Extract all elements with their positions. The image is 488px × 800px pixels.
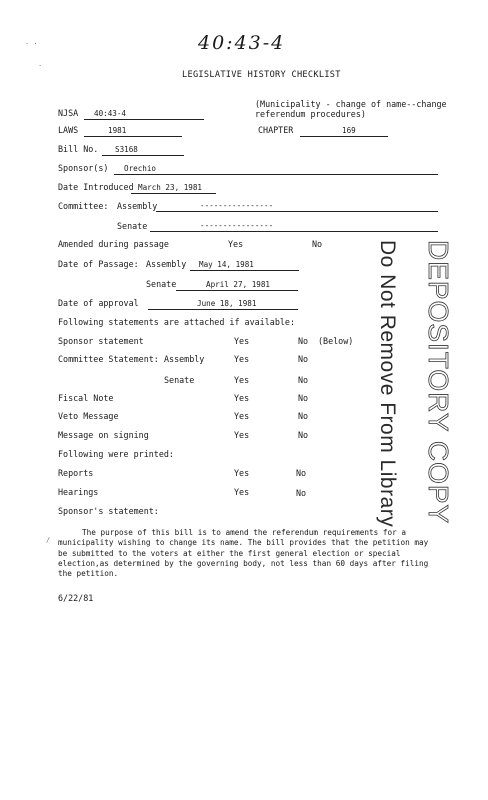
sponsor-label: Sponsor(s) — [58, 163, 109, 173]
sponsor-value: Orechio — [124, 164, 157, 173]
approval-label: Date of approval — [58, 298, 139, 308]
amended-yes: Yes — [228, 239, 244, 249]
laws-label: LAWS — [58, 125, 79, 135]
hearings-yes: Yes — [234, 487, 250, 497]
bill-number-value: S3168 — [115, 145, 138, 154]
laws-value: 1981 — [108, 126, 127, 135]
reports-label: Reports — [58, 468, 94, 478]
fiscal-note-label: Fiscal Note — [58, 393, 114, 403]
committee-label: Committee: — [58, 201, 109, 211]
committee-senate-label: Senate — [117, 221, 148, 231]
committee-statement-label: Committee Statement: — [58, 354, 159, 364]
message-on-signing-label: Message on signing — [58, 430, 149, 440]
fiscal-note-no: No — [298, 393, 309, 403]
veto-message-no: No — [298, 411, 309, 421]
sponsor-statement-label: Sponsor statement — [58, 336, 144, 346]
hearings-label: Hearings — [58, 487, 99, 497]
message-on-signing-yes: Yes — [234, 430, 250, 440]
amended-no: No — [312, 239, 323, 249]
njsa-underline — [84, 119, 204, 120]
committee-statement-assembly-label: Assembly — [164, 354, 205, 364]
statement-heading: Sponsor's statement: — [58, 506, 159, 516]
scan-speck: · · — [25, 40, 38, 48]
chapter-label: CHAPTER — [258, 125, 294, 135]
bill-number-underline — [102, 155, 184, 156]
committee-statement-assembly-no: No — [298, 354, 309, 364]
bill-number-label: Bill No. — [58, 144, 99, 154]
handwritten-file-number: 40:43-4 — [198, 32, 286, 54]
approval-underline — [148, 309, 298, 310]
scan-speck: · — [38, 62, 43, 70]
sponsor-statement-no: No — [298, 336, 309, 346]
date-introduced-underline — [131, 193, 216, 194]
passage-senate-underline — [176, 290, 298, 291]
njsa-label: NJSA — [58, 108, 79, 118]
page-title: LEGISLATIVE HISTORY CHECKLIST — [182, 70, 341, 80]
passage-label: Date of Passage: — [58, 259, 139, 269]
bill-description: (Municipality - change of name--change referendum procedures) — [255, 99, 447, 119]
sponsor-statement-yes: Yes — [234, 336, 250, 346]
date-introduced-label: Date Introduced — [58, 182, 134, 192]
laws-underline — [84, 136, 182, 137]
committee-statement-senate-label: Senate — [164, 375, 195, 385]
passage-assembly-underline — [190, 270, 299, 271]
committee-statement-assembly-yes: Yes — [234, 354, 250, 364]
attached-heading: Following statements are attached if available: — [58, 317, 295, 327]
chapter-underline — [300, 136, 388, 137]
chapter-value: 169 — [342, 126, 356, 135]
fiscal-note-yes: Yes — [234, 393, 250, 403]
date-introduced-value: March 23, 1981 — [138, 183, 203, 192]
printed-heading: Following were printed: — [58, 449, 174, 459]
veto-message-yes: Yes — [234, 411, 250, 421]
committee-assembly-value: ---------------- — [200, 201, 274, 210]
approval-value: June 18, 1981 — [197, 299, 257, 308]
passage-assembly-value: May 14, 1981 — [199, 260, 254, 269]
passage-senate-label: Senate — [146, 279, 177, 289]
veto-message-label: Veto Message — [58, 411, 119, 421]
depository-copy-stamp: DEPOSITORY COPY — [423, 240, 454, 525]
footer-date: 6/22/81 — [58, 593, 94, 603]
committee-assembly-underline — [156, 211, 438, 212]
committee-assembly-label: Assembly — [117, 201, 158, 211]
committee-statement-senate-yes: Yes — [234, 375, 250, 385]
statement-body-text: The purpose of this bill is to amend the referendum requirements for a municipality wishing to change its name. The bill provides that the petition may be submitted to the voters at either the first general election or special election,as determined by the governing body, not less than 60 days after filing the petition. — [58, 528, 429, 579]
committee-senate-value: ---------------- — [200, 221, 274, 230]
do-not-remove-stamp: Do Not Remove From Library — [376, 240, 399, 528]
passage-senate-value: April 27, 1981 — [206, 280, 271, 289]
amended-label: Amended during passage — [58, 239, 169, 249]
committee-statement-senate-no: No — [298, 375, 309, 385]
reports-no: No — [296, 468, 307, 478]
sponsor-statement-note: (Below) — [318, 336, 354, 346]
sponsor-underline — [114, 174, 438, 175]
scan-speck: / — [46, 536, 51, 544]
passage-assembly-label: Assembly — [146, 259, 187, 269]
hearings-no: No — [296, 488, 307, 498]
reports-yes: Yes — [234, 468, 250, 478]
statement-body — [58, 528, 438, 579]
message-on-signing-no: No — [298, 430, 309, 440]
njsa-value: 40:43-4 — [94, 109, 127, 118]
committee-senate-underline — [150, 231, 438, 232]
